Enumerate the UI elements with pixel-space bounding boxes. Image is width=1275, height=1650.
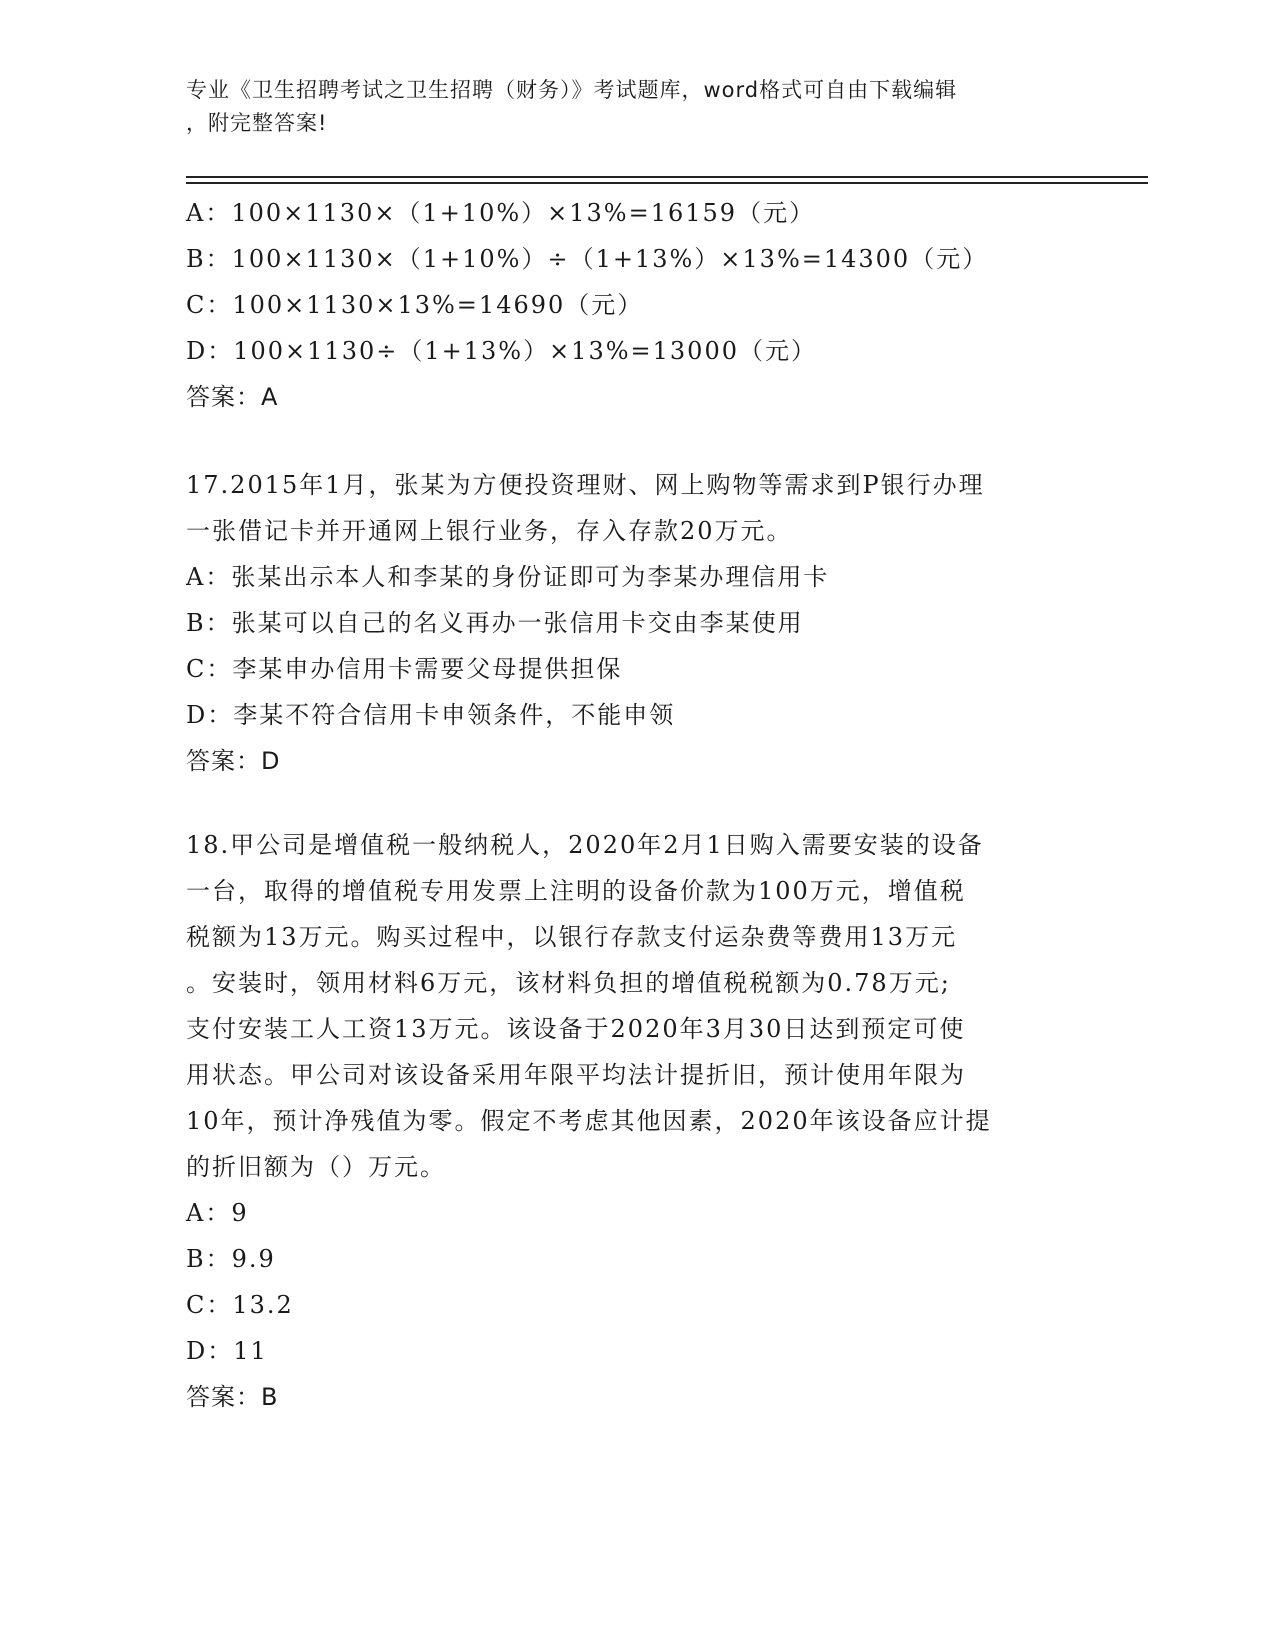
header-divider-top (186, 176, 1148, 178)
header-line-2: ，附完整答案! (186, 111, 328, 135)
question-17 (186, 462, 1086, 784)
answer: 答案：B (186, 1383, 279, 1411)
question-stem-line: 支付安装工人工资13万元。该设备于2020年3月30日达到预定可使 (186, 1015, 966, 1043)
question-stem-line: 18.甲公司是增值税一般纳税人，2020年2月1日购入需要安装的设备 (186, 831, 984, 859)
question-stem-line: 税额为13万元。购买过程中，以银行存款支付运杂费等费用13万元 (186, 923, 958, 951)
question-stem-line: 用状态。甲公司对该设备采用年限平均法计提折旧，预计使用年限为 (186, 1061, 966, 1089)
header-line-1: 专业《卫生招聘考试之卫生招聘（财务）》考试题库，word格式可自由下载编辑 (186, 78, 958, 102)
answer: 答案：D (186, 747, 281, 775)
option-a: A：9 (186, 1199, 249, 1227)
option-a: A：张某出示本人和李某的身份证即可为李某办理信用卡 (186, 563, 830, 591)
answer: 答案：A (186, 383, 279, 411)
option-b: B：100×1130×（1+10%）÷（1+13%）×13%=14300（元） (186, 245, 989, 273)
question-stem-line: 17.2015年1月，张某为方便投资理财、网上购物等需求到P银行办理 (186, 471, 985, 499)
question-stem-line: 10年，预计净残值为零。假定不考虑其他因素，2020年该设备应计提 (186, 1107, 992, 1135)
option-c: C：李某申办信用卡需要父母提供担保 (186, 655, 623, 683)
option-b: B：张某可以自己的名义再办一张信用卡交由李某使用 (186, 609, 804, 637)
option-d: D：李某不符合信用卡申领条件，不能申领 (186, 701, 676, 729)
question-stem-line: 一台，取得的增值税专用发票上注明的设备价款为100万元，增值税 (186, 877, 966, 905)
question-18 (186, 822, 1086, 1420)
question-stem-line: 一张借记卡并开通网上银行业务，存入存款20万元。 (186, 517, 793, 545)
option-c: C：13.2 (186, 1291, 294, 1319)
question-stem-line: 的折旧额为（）万元。 (186, 1153, 446, 1181)
question-stem-line: 。安装时，领用材料6万元，该材料负担的增值税税额为0.78万元; (186, 969, 951, 997)
option-b: B：9.9 (186, 1245, 276, 1273)
option-c: C：100×1130×13%=14690（元） (186, 291, 644, 319)
option-d: D：100×1130÷（1+13%）×13%=13000（元） (186, 337, 817, 365)
header-divider-bottom (186, 182, 1148, 184)
option-a: A：100×1130×（1+10%）×13%=16159（元） (186, 199, 816, 227)
document-header (186, 74, 1066, 140)
option-d: D：11 (186, 1337, 268, 1365)
question-16 (186, 190, 1086, 420)
